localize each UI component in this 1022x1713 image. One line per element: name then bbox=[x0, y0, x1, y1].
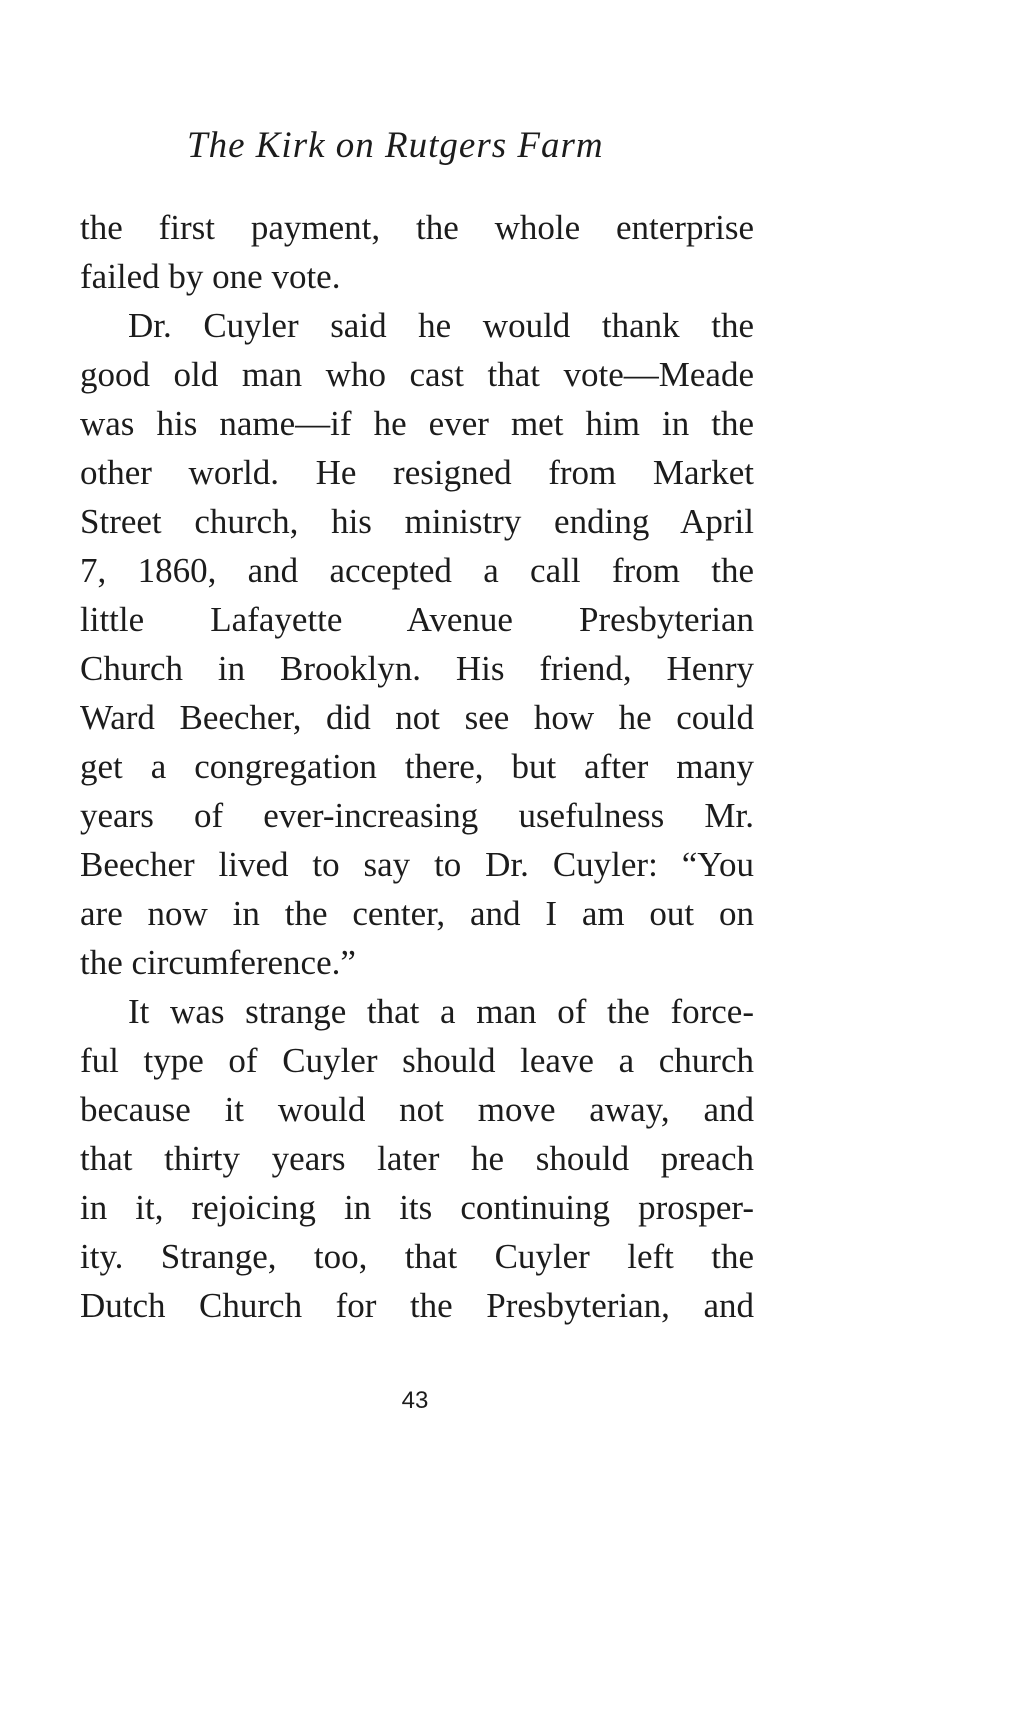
text-line: that thirty years later he should preach bbox=[80, 1139, 754, 1178]
text-line: get a congregation there, but after many bbox=[80, 747, 754, 786]
running-head: The Kirk on Rutgers Farm bbox=[187, 125, 604, 166]
text-line: Dutch Church for the Presbyterian, and bbox=[80, 1286, 754, 1325]
text-line: Church in Brooklyn. His friend, Henry bbox=[80, 649, 754, 688]
text-line: in it, rejoicing in its continuing prosper- bbox=[80, 1188, 754, 1227]
text-line: was his name—if he ever met him in the bbox=[80, 404, 754, 443]
paragraph bbox=[80, 987, 754, 1330]
text-line: good old man who cast that vote—Meade bbox=[80, 355, 754, 394]
text-line: the circumference.” bbox=[80, 943, 356, 982]
text-line: because it would not move away, and bbox=[80, 1090, 754, 1129]
text-line: the first payment, the whole enterprise bbox=[80, 208, 754, 247]
text-line: failed by one vote. bbox=[80, 257, 341, 296]
text-line: little Lafayette Avenue Presbyterian bbox=[80, 600, 754, 639]
text-line: other world. He resigned from Market bbox=[80, 453, 754, 492]
text-line: ful type of Cuyler should leave a church bbox=[80, 1041, 754, 1080]
text-line: Dr. Cuyler said he would thank the bbox=[128, 306, 754, 345]
text-line: years of ever-increasing usefulness Mr. bbox=[80, 796, 754, 835]
paragraph bbox=[80, 301, 754, 987]
text-line: 7, 1860, and accepted a call from the bbox=[80, 551, 754, 590]
text-line: ity. Strange, too, that Cuyler left the bbox=[80, 1237, 754, 1276]
page-number: 43 bbox=[401, 1387, 429, 1414]
body-text bbox=[80, 203, 754, 1330]
text-line: Beecher lived to say to Dr. Cuyler: “You bbox=[80, 845, 754, 884]
text-line: are now in the center, and I am out on bbox=[80, 894, 754, 933]
text-line: It was strange that a man of the force- bbox=[128, 992, 754, 1031]
text-line: Ward Beecher, did not see how he could bbox=[80, 698, 754, 737]
text-line: Street church, his ministry ending April bbox=[80, 502, 754, 541]
paragraph bbox=[80, 203, 754, 301]
